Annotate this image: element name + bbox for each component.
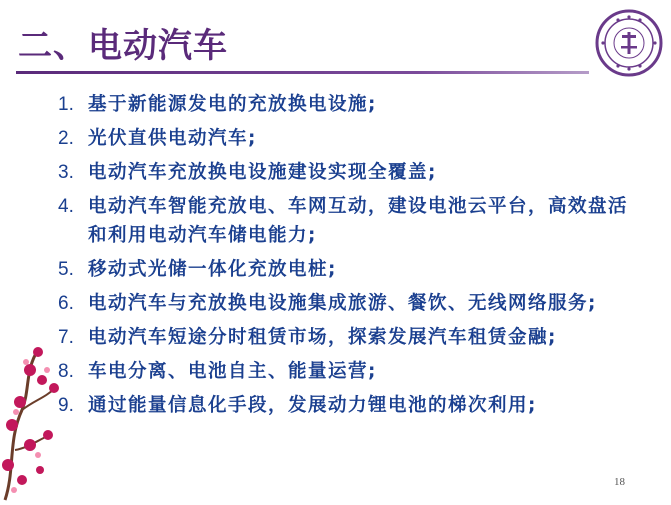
slide-title: 二、电动汽车 [18, 26, 228, 66]
list-item: 3. 电动汽车充放换电设施建设实现全覆盖; [58, 162, 437, 183]
list-item: 1. 基于新能源发电的充放换电设施; [58, 94, 377, 115]
list-item: 7. 电动汽车短途分时租赁市场，探索发展汽车租赁金融; [58, 327, 557, 348]
list-item: 9. 通过能量信息化手段，发展动力锂电池的梯次利用; [58, 395, 537, 416]
list-item: 2. 光伏直供电动汽车; [58, 128, 257, 149]
list-item: 5. 移动式光储一体化充放电桩; [58, 259, 337, 280]
page-number: 18 [614, 476, 625, 488]
title-underline [16, 71, 589, 74]
list-item: 8. 车电分离、电池自主、能量运营; [58, 361, 377, 382]
item-list [58, 90, 638, 425]
list-item: 6. 电动汽车与充放换电设施集成旅游、餐饮、无线网络服务; [58, 293, 597, 314]
list-item: 4. 电动汽车智能充放电、车网互动，建设电池云平台，高效盘活和利用电动汽车储电能力; [58, 196, 629, 246]
university-seal-icon [594, 8, 664, 78]
plum-blossom-icon [0, 340, 62, 505]
